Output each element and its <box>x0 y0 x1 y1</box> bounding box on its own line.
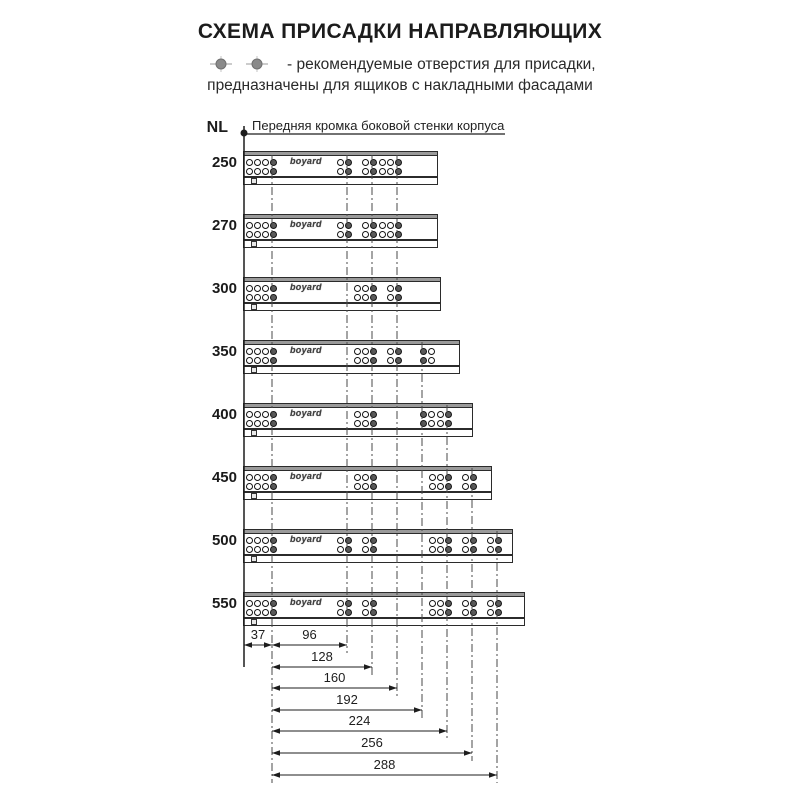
dimension-256 <box>272 750 472 756</box>
hole <box>362 474 369 481</box>
hole <box>262 411 269 418</box>
hole <box>354 285 361 292</box>
rail-front-notch <box>251 304 257 310</box>
dimension-arrow <box>389 685 397 691</box>
recommended-hole <box>445 546 452 553</box>
hole <box>262 168 269 175</box>
hole <box>254 348 261 355</box>
recommended-hole <box>445 483 452 490</box>
hole <box>246 411 253 418</box>
row-label-nl-450: 450 <box>211 469 237 486</box>
brand-logo: boyard <box>290 408 322 418</box>
row-label-nl-250: 250 <box>211 154 237 171</box>
recommended-hole <box>370 231 377 238</box>
recommended-hole <box>370 159 377 166</box>
hole <box>246 348 253 355</box>
hole <box>362 411 369 418</box>
hole <box>362 420 369 427</box>
dimension-arrow <box>272 728 280 734</box>
hole <box>354 294 361 301</box>
recommended-hole <box>270 285 277 292</box>
rail-top-band <box>244 152 437 156</box>
recommended-hole <box>470 537 477 544</box>
dimension-288 <box>272 772 497 778</box>
dimension-arrow <box>272 707 280 713</box>
recommended-hole <box>270 159 277 166</box>
dimension-arrow <box>272 642 280 648</box>
slide-rail-450 <box>243 466 492 500</box>
dimension-128 <box>272 664 372 670</box>
recommended-hole <box>270 294 277 301</box>
dimension-arrow <box>244 642 252 648</box>
recommended-hole <box>395 222 402 229</box>
hole <box>428 411 435 418</box>
slide-rail-270 <box>243 214 438 248</box>
hole <box>362 483 369 490</box>
slide-rail-500 <box>243 529 513 563</box>
recommended-hole <box>445 411 452 418</box>
hole <box>387 357 394 364</box>
hole <box>362 294 369 301</box>
dimension-arrow <box>272 750 280 756</box>
hole <box>262 348 269 355</box>
hole <box>387 222 394 229</box>
rail-separator <box>244 302 440 304</box>
hole <box>262 609 269 616</box>
hole <box>262 546 269 553</box>
rail-front-notch <box>251 367 257 373</box>
datum-dot <box>241 130 248 137</box>
rail-separator <box>244 428 472 430</box>
hole <box>362 159 369 166</box>
recommended-hole <box>445 600 452 607</box>
hole <box>429 474 436 481</box>
dimension-label-96: 96 <box>302 627 317 642</box>
hole <box>428 357 435 364</box>
hole <box>428 348 435 355</box>
hole <box>354 411 361 418</box>
recommended-hole <box>470 474 477 481</box>
hole <box>246 483 253 490</box>
recommended-hole <box>445 474 452 481</box>
hole <box>262 285 269 292</box>
rail-top-band <box>244 593 524 597</box>
recommended-hole <box>370 357 377 364</box>
brand-logo: boyard <box>290 219 322 229</box>
legend-text-line1: - рекомендуемые отверстия для присадки, <box>287 56 596 73</box>
slide-rail-400 <box>243 403 473 437</box>
dimension-224 <box>272 728 447 734</box>
hole <box>254 546 261 553</box>
recommended-hole <box>370 609 377 616</box>
row-label-nl-350: 350 <box>211 343 237 360</box>
brand-logo: boyard <box>290 597 322 607</box>
recommended-hole <box>395 159 402 166</box>
recommended-hole <box>270 609 277 616</box>
dimension-96 <box>272 642 347 648</box>
hole <box>262 159 269 166</box>
recommended-hole <box>370 483 377 490</box>
recommended-hole <box>495 546 502 553</box>
hole <box>362 357 369 364</box>
hole <box>387 285 394 292</box>
hole <box>337 222 344 229</box>
hole <box>362 222 369 229</box>
recommended-hole <box>270 168 277 175</box>
hole <box>487 537 494 544</box>
hole <box>246 231 253 238</box>
hole <box>337 609 344 616</box>
recommended-hole <box>395 231 402 238</box>
recommended-hole <box>445 609 452 616</box>
hole <box>387 231 394 238</box>
rail-front-notch <box>251 178 257 184</box>
hole <box>429 483 436 490</box>
hole <box>337 159 344 166</box>
recommended-hole <box>470 609 477 616</box>
dimension-arrow <box>264 642 272 648</box>
recommended-hole <box>370 348 377 355</box>
hole <box>262 222 269 229</box>
hole <box>246 537 253 544</box>
hole <box>379 168 386 175</box>
hole <box>379 231 386 238</box>
recommended-hole <box>370 537 377 544</box>
hole <box>362 537 369 544</box>
hole <box>246 420 253 427</box>
legend-hole-icon <box>210 56 232 72</box>
dimension-label-192: 192 <box>336 692 358 707</box>
dimension-arrow <box>489 772 497 778</box>
recommended-hole <box>345 231 352 238</box>
hole <box>387 348 394 355</box>
hole <box>254 159 261 166</box>
hole <box>246 609 253 616</box>
rail-separator <box>244 491 491 493</box>
hole <box>462 483 469 490</box>
hole <box>254 285 261 292</box>
recommended-hole <box>395 168 402 175</box>
hole <box>462 609 469 616</box>
row-label-nl-500: 500 <box>211 532 237 549</box>
dimension-label-37: 37 <box>250 627 266 642</box>
brand-logo: boyard <box>290 471 322 481</box>
hole <box>246 294 253 301</box>
hole <box>254 600 261 607</box>
hole <box>337 168 344 175</box>
slide-rail-550 <box>243 592 525 626</box>
row-label-nl-550: 550 <box>211 595 237 612</box>
hole <box>254 168 261 175</box>
recommended-hole <box>470 546 477 553</box>
recommended-hole <box>495 537 502 544</box>
recommended-hole <box>470 600 477 607</box>
recommended-hole <box>345 537 352 544</box>
slide-rail-300 <box>243 277 441 311</box>
recommended-hole <box>395 348 402 355</box>
hole <box>429 600 436 607</box>
dimension-arrow <box>339 642 347 648</box>
recommended-hole <box>395 357 402 364</box>
rail-separator <box>244 239 437 241</box>
brand-logo: boyard <box>290 282 322 292</box>
hole <box>254 294 261 301</box>
hole <box>254 537 261 544</box>
hole <box>262 420 269 427</box>
dimension-arrow <box>414 707 422 713</box>
recommended-hole <box>420 420 427 427</box>
dimension-label-128: 128 <box>311 649 333 664</box>
hole <box>429 546 436 553</box>
hole <box>254 231 261 238</box>
hole <box>354 357 361 364</box>
recommended-hole <box>445 420 452 427</box>
recommended-hole <box>370 294 377 301</box>
hole <box>362 168 369 175</box>
recommended-hole <box>270 483 277 490</box>
recommended-hole <box>270 357 277 364</box>
recommended-hole <box>370 222 377 229</box>
recommended-hole <box>420 348 427 355</box>
hole <box>362 546 369 553</box>
hole <box>437 609 444 616</box>
recommended-hole <box>270 411 277 418</box>
recommended-hole <box>270 348 277 355</box>
dimension-arrow <box>272 772 280 778</box>
hole <box>254 474 261 481</box>
recommended-hole <box>470 483 477 490</box>
recommended-hole <box>345 609 352 616</box>
hole <box>362 600 369 607</box>
recommended-hole <box>370 474 377 481</box>
rail-front-notch <box>251 430 257 436</box>
hole <box>354 474 361 481</box>
hole <box>437 411 444 418</box>
rail-separator <box>244 365 459 367</box>
hole <box>246 168 253 175</box>
hole <box>246 222 253 229</box>
dimension-label-288: 288 <box>373 757 396 772</box>
row-label-nl-300: 300 <box>211 280 237 297</box>
recommended-hole <box>395 285 402 292</box>
row-label-nl-270: 270 <box>211 217 237 234</box>
recommended-hole <box>420 411 427 418</box>
rail-top-band <box>244 467 491 471</box>
dimension-label-160: 160 <box>323 670 346 685</box>
hole <box>262 357 269 364</box>
hole <box>437 537 444 544</box>
slide-rail-350 <box>243 340 460 374</box>
hole <box>337 546 344 553</box>
slide-rail-250 <box>243 151 438 185</box>
recommended-hole <box>420 357 427 364</box>
recommended-hole <box>370 546 377 553</box>
dimension-37 <box>244 642 272 648</box>
brand-logo: boyard <box>290 156 322 166</box>
rail-separator <box>244 554 512 556</box>
hole <box>437 474 444 481</box>
brand-logo: boyard <box>290 345 322 355</box>
dimension-label-224: 224 <box>348 713 371 728</box>
hole <box>462 600 469 607</box>
hole <box>262 474 269 481</box>
page-title: СХЕМА ПРИСАДКИ НАПРАВЛЯЮЩИХ <box>197 20 603 43</box>
recommended-hole <box>495 600 502 607</box>
rail-separator <box>244 176 437 178</box>
recommended-hole <box>345 546 352 553</box>
rail-top-band <box>244 530 512 534</box>
dimension-arrow <box>439 728 447 734</box>
recommended-hole <box>270 222 277 229</box>
rail-front-notch <box>251 619 257 625</box>
dimension-arrow <box>272 685 280 691</box>
recommended-hole <box>495 609 502 616</box>
rail-top-band <box>244 341 459 345</box>
hole <box>262 483 269 490</box>
hole <box>362 231 369 238</box>
recommended-hole <box>270 474 277 481</box>
hole <box>354 483 361 490</box>
hole <box>354 348 361 355</box>
hole <box>379 222 386 229</box>
rail-top-band <box>244 404 472 408</box>
rail-separator <box>244 617 524 619</box>
hole <box>337 600 344 607</box>
recommended-hole <box>345 159 352 166</box>
hole <box>387 168 394 175</box>
recommended-hole <box>370 411 377 418</box>
dimension-192 <box>272 707 422 713</box>
hole <box>262 600 269 607</box>
recommended-hole <box>370 285 377 292</box>
recommended-hole <box>270 420 277 427</box>
hole <box>246 357 253 364</box>
legend-text-line2: предназначены для ящиков с накладными фасадами <box>207 77 593 94</box>
legend-hole-icon <box>246 56 268 72</box>
hole <box>462 474 469 481</box>
hole <box>362 285 369 292</box>
dimension-arrow <box>272 664 280 670</box>
rail-front-notch <box>251 556 257 562</box>
recommended-hole <box>345 600 352 607</box>
hole <box>262 231 269 238</box>
rail-top-band <box>244 215 437 219</box>
dimension-arrow <box>364 664 372 670</box>
hole <box>246 474 253 481</box>
hole <box>337 231 344 238</box>
rail-front-notch <box>251 241 257 247</box>
recommended-hole <box>395 294 402 301</box>
hole <box>387 294 394 301</box>
dimension-arrow <box>464 750 472 756</box>
hole <box>262 537 269 544</box>
hole <box>354 420 361 427</box>
hole <box>462 546 469 553</box>
hole <box>246 159 253 166</box>
hole <box>254 357 261 364</box>
hole <box>254 411 261 418</box>
recommended-hole <box>370 168 377 175</box>
hole <box>379 159 386 166</box>
dimension-label-256: 256 <box>361 735 383 750</box>
recommended-hole <box>370 420 377 427</box>
recommended-hole <box>270 546 277 553</box>
recommended-hole <box>345 168 352 175</box>
hole <box>254 222 261 229</box>
nl-axis-label: NL <box>206 119 228 136</box>
hole <box>246 285 253 292</box>
hole <box>254 420 261 427</box>
recommended-hole <box>270 600 277 607</box>
dimension-160 <box>272 685 397 691</box>
recommended-hole <box>270 231 277 238</box>
hole <box>437 600 444 607</box>
hole <box>387 159 394 166</box>
hole <box>437 420 444 427</box>
hole <box>429 609 436 616</box>
hole <box>428 420 435 427</box>
row-label-nl-400: 400 <box>211 406 237 423</box>
hole <box>462 537 469 544</box>
hole <box>254 483 261 490</box>
recommended-hole <box>345 222 352 229</box>
brand-logo: boyard <box>290 534 322 544</box>
hole <box>437 483 444 490</box>
rail-front-notch <box>251 493 257 499</box>
hole <box>254 609 261 616</box>
hole <box>487 546 494 553</box>
hole <box>429 537 436 544</box>
hole <box>246 546 253 553</box>
hole <box>487 609 494 616</box>
hole <box>362 348 369 355</box>
recommended-hole <box>445 537 452 544</box>
hole <box>262 294 269 301</box>
recommended-hole <box>370 600 377 607</box>
hole <box>437 546 444 553</box>
hole <box>337 537 344 544</box>
rail-top-band <box>244 278 440 282</box>
hole <box>246 600 253 607</box>
hole <box>362 609 369 616</box>
front-edge-label: Передняя кромка боковой стенки корпуса <box>252 118 505 133</box>
recommended-hole <box>270 537 277 544</box>
hole <box>487 600 494 607</box>
